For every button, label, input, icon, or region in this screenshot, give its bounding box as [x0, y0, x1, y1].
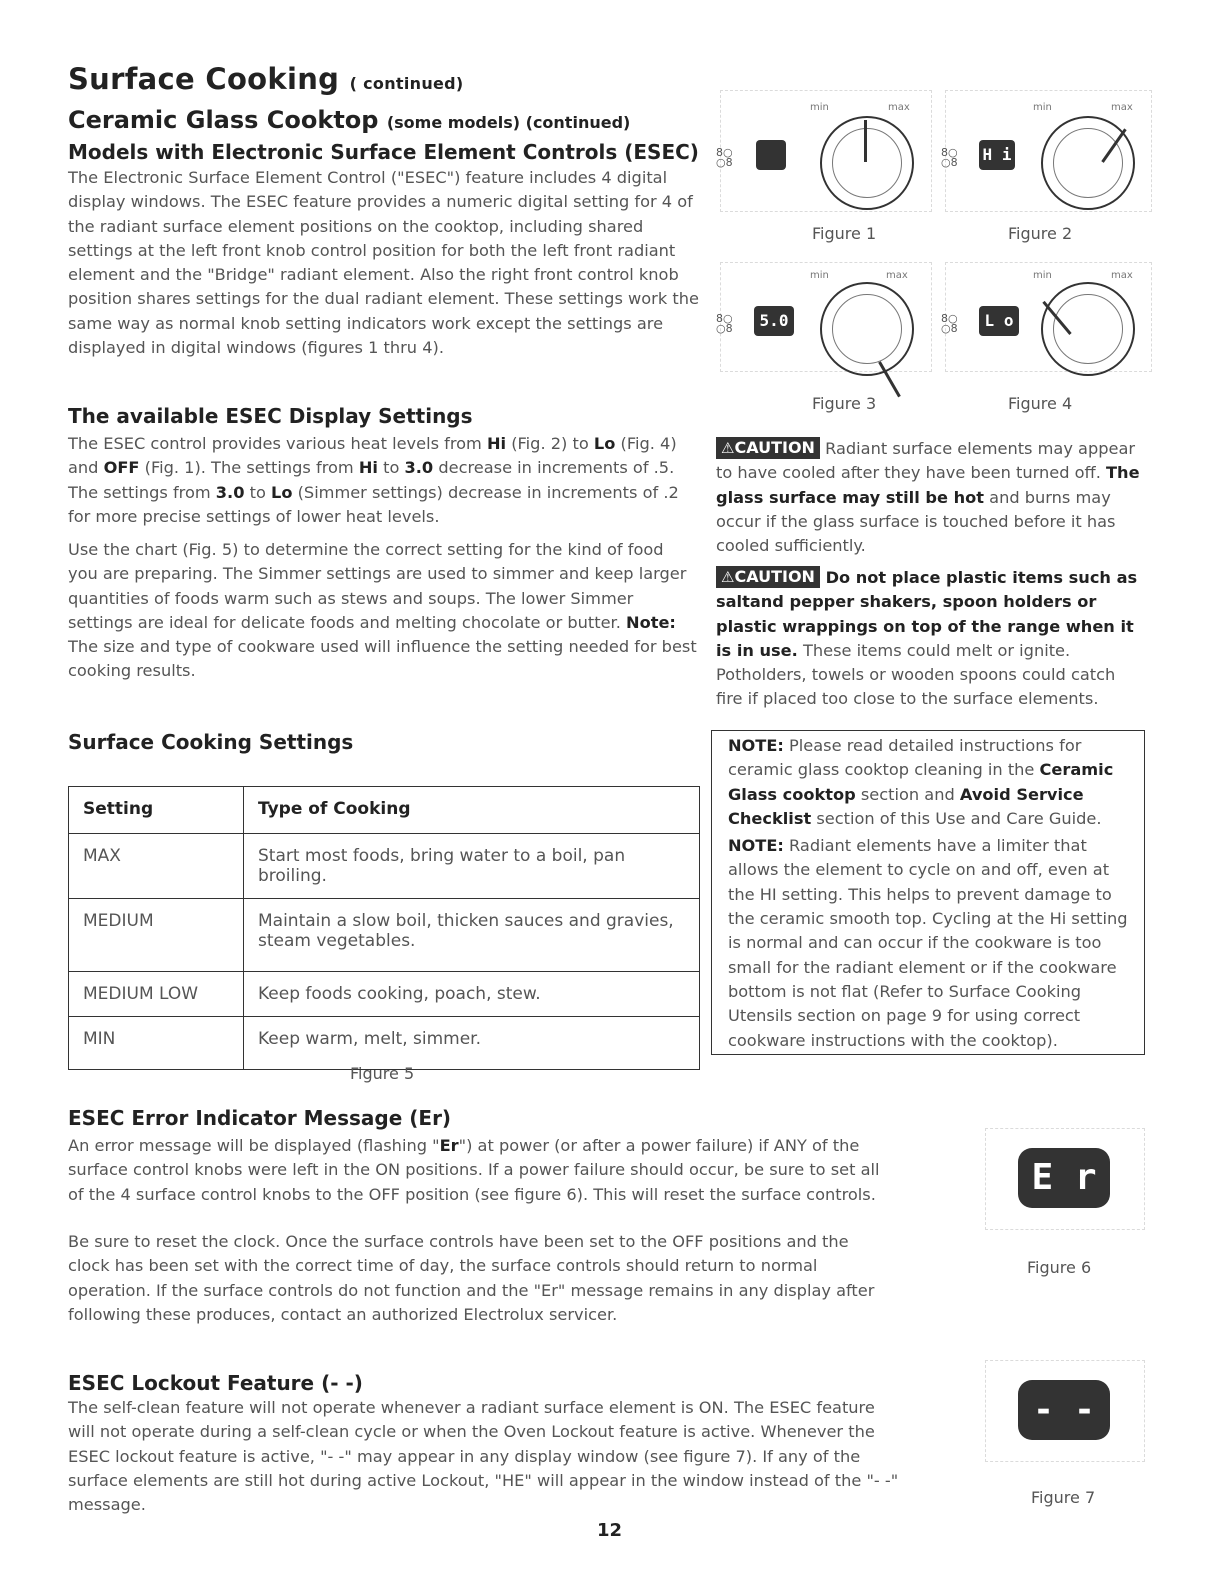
table-cell-type: Keep warm, melt, simmer. [244, 1017, 700, 1070]
figure-6-caption: Figure 6 [1027, 1258, 1092, 1277]
table-row [69, 1017, 700, 1070]
caution-paragraph-1: ⚠CAUTION Radiant surface elements may appear to have cooled after they have been turned off. The glass surface may still be hot and burns may occur if the glass surface is touched before it has cooled sufficiently. [716, 438, 1140, 556]
warning-icon: ⚠ [721, 439, 735, 457]
error-paragraph-1: An error message will be displayed (flashing "Er") at power (or after a power failure) if ANY of the surface control knobs were left in the ON positions. If a power failure should occur, be sure to set all of the 4 surface control knobs to the OFF position (see figure 6). This will reset the surface controls. [68, 1136, 880, 1204]
surface-cooking-settings-heading: Surface Cooking Settings [68, 730, 354, 754]
figure-4-element-icon: 8○ ○8 [941, 312, 958, 335]
page-subtitle [68, 106, 630, 134]
table-header-row [69, 787, 700, 834]
figure-1-min-label: min [810, 102, 829, 113]
table-cell-type: Start most foods, bring water to a boil, pan broiling. [244, 834, 700, 899]
table-header-type: Type of Cooking [244, 787, 700, 834]
lockout-heading: ESEC Lockout Feature (- -) [68, 1371, 363, 1395]
figure-1-knob [820, 116, 914, 210]
warning-icon: ⚠ [721, 568, 735, 586]
figure-1-max-label: max [888, 102, 910, 113]
figure-4-display: L o [979, 306, 1019, 336]
figure-4-knob [1041, 282, 1135, 376]
page-subtitle-suffix: (some models) (continued) [386, 113, 631, 132]
figure-2-max-label: max [1111, 102, 1133, 113]
intro-paragraph: The Electronic Surface Element Control ("ESEC") feature includes 4 digital display windows. The ESEC feature provides a numeric digital setting for 4 of the radiant surface element positions on the cooktop, including shared settings at the left front knob control position for both the left front radiant element and the "Bridge" radiant element. Also the right front control knob position shares settings for the dual radiant element. These settings work the same way as normal knob setting indicators work except the settings are displayed in digital windows (figures 1 thru 4). [68, 168, 699, 358]
section-heading-esec: Models with Electronic Surface Element Controls (ESEC) [68, 140, 699, 164]
figure-2-caption: Figure 2 [1008, 224, 1073, 243]
available-settings-paragraph-1: The ESEC control provides various heat levels from Hi (Fig. 2) to Lo (Fig. 4) and OFF (Fig. 1). The settings from Hi to 3.0 decrease in increments of .5. The settings from 3.0 to Lo (Simmer settings) decrease in increments of .2 for more precise settings of lower heat levels. [68, 434, 679, 526]
table-cell-setting: MEDIUM [69, 899, 244, 972]
figure-2-display: H i [979, 140, 1015, 170]
table-header-setting: Setting [69, 787, 244, 834]
figure-3-display: 5.0 [754, 306, 794, 336]
figure-7-display: - - [1018, 1380, 1110, 1440]
page-number: 12 [597, 1520, 623, 1541]
error-paragraph-2: Be sure to reset the clock. Once the surface controls have been set to the OFF positions and the clock has been set with the correct time of day, the surface controls should return to normal operation. If the surface controls do not function and the "Er" message remains in any display after following these produces, contact an authorized Electrolux servicer. [68, 1232, 875, 1324]
table-row [69, 899, 700, 972]
figure-4-illustration [935, 262, 1155, 392]
table-cell-setting: MIN [69, 1017, 244, 1070]
note-2: NOTE: Radiant elements have a limiter that allows the element to cycle on and off, even at the HI setting. This helps to prevent damage to the ceramic smooth top. Cycling at the Hi setting is normal and can occur if the cookware is too small for the radiant element or if the cookware bottom is not flat (Refer to Surface Cooking Utensils section on page 9 for using correct cookware instructions with the cooktop). [728, 836, 1128, 1050]
available-settings-paragraph-2: Use the chart (Fig. 5) to determine the correct setting for the kind of food you are preparing. The Simmer settings are used to simmer and keep larger quantities of foods warm such as stews and soups. The lower Simmer settings are ideal for delicate foods and melting chocolate or butter. Note: The size and type of cookware used will influence the setting needed for best cooking results. [68, 540, 697, 681]
available-settings-heading: The available ESEC Display Settings [68, 404, 473, 428]
error-indicator-heading: ESEC Error Indicator Message (Er) [68, 1106, 452, 1130]
figure-7-caption: Figure 7 [1031, 1488, 1096, 1507]
figure-1-knob-pointer [864, 120, 867, 162]
table-row [69, 834, 700, 899]
caution-badge: ⚠CAUTION [716, 566, 820, 588]
table-cell-setting: MAX [69, 834, 244, 899]
note-label: Note: [626, 612, 676, 632]
page-title-text: Surface Cooking [68, 62, 340, 96]
figure-2-knob [1041, 116, 1135, 210]
table-cell-type: Maintain a slow boil, thicken sauces and gravies, steam vegetables. [244, 899, 700, 972]
figure-3-max-label: max [886, 270, 908, 281]
figure-3-caption: Figure 3 [812, 394, 877, 413]
figure-3-element-icon: 8○ ○8 [716, 312, 733, 335]
figure-5-caption: Figure 5 [350, 1064, 415, 1083]
figure-3-knob [820, 282, 914, 376]
page-subtitle-text: Ceramic Glass Cooktop [68, 106, 379, 134]
figure-4-min-label: min [1033, 270, 1052, 281]
caution-paragraph-2: ⚠CAUTION Do not place plastic items such as saltand pepper shakers, spoon holders or plastic wrappings on top of the range when it is in use. These items could melt or ignite. Potholders, towels or wooden spoons could catch fire if placed too close to the surface elements. [716, 567, 1138, 709]
figure-2-element-icon: 8○ ○8 [941, 146, 958, 169]
figure-1-illustration [710, 90, 930, 220]
lockout-paragraph: The self-clean feature will not operate whenever a radiant surface element is ON. The ESEC feature will not operate during a self-clean cycle or when the Oven Lockout feature is active. Whenever the ESEC lockout feature is active, "- -" may appear in any display window (see figure 7). If any of the surface elements are still hot during active Lockout, "HE" will appear in the window instead of the "- -" message. [68, 1398, 899, 1515]
note-1: NOTE: Please read detailed instructions for ceramic glass cooktop cleaning in the Ceramic Glass cooktop section and Avoid Service Checklist section of this Use and Care Guide. [728, 736, 1114, 828]
figure-2-min-label: min [1033, 102, 1052, 113]
figure-3-min-label: min [810, 270, 829, 281]
figure-1-display [756, 140, 786, 170]
figure-4-caption: Figure 4 [1008, 394, 1073, 413]
table-row [69, 972, 700, 1017]
page-title-suffix: ( continued) [349, 74, 464, 93]
notes-box [711, 730, 1145, 1055]
caution-badge: ⚠CAUTION [716, 437, 820, 459]
table-cell-type: Keep foods cooking, poach, stew. [244, 972, 700, 1017]
figure-1-element-icon: 8○ ○8 [716, 146, 733, 169]
figure-2-illustration [935, 90, 1155, 220]
figure-3-illustration [710, 262, 930, 392]
figure-6-display: E r [1018, 1148, 1110, 1208]
page-title [68, 62, 464, 96]
figure-1-caption: Figure 1 [812, 224, 877, 243]
surface-cooking-settings-table [68, 786, 700, 1070]
figure-4-max-label: max [1111, 270, 1133, 281]
table-cell-setting: MEDIUM LOW [69, 972, 244, 1017]
